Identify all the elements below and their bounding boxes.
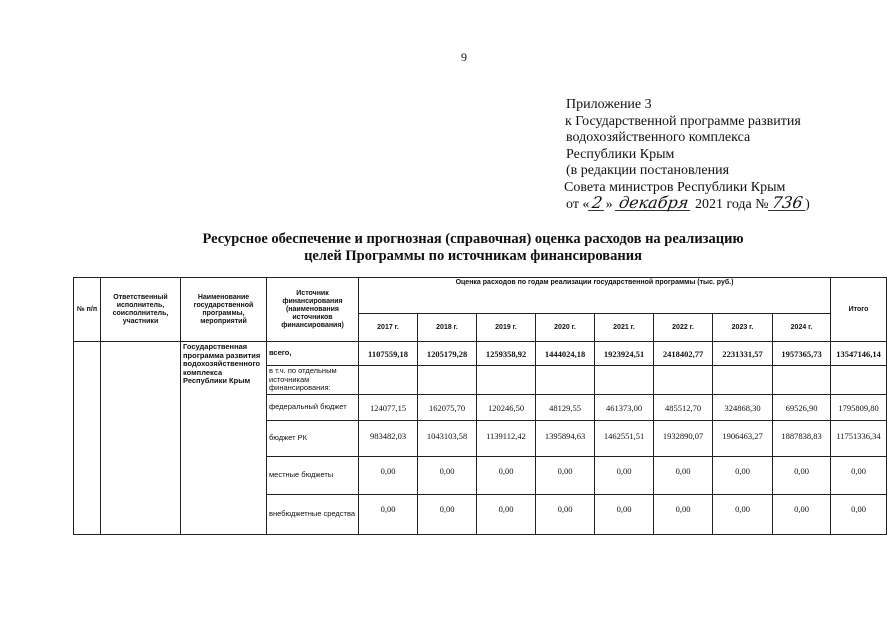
cell-value: 485512,70 — [654, 395, 713, 421]
appendix-line: (в редакции постановления — [566, 163, 730, 178]
title-line: целей Программы по источникам финансирования — [304, 248, 642, 264]
header-executor: Ответственный исполнитель, соисполнитель, участники — [101, 278, 181, 342]
cell-value: 48129,55 — [536, 395, 595, 421]
cell-value — [773, 366, 831, 395]
header-year: 2020 г. — [536, 314, 595, 342]
header-year: 2021 г. — [595, 314, 654, 342]
cell-value: 0,00 — [536, 457, 595, 495]
cell-value: 0,00 — [359, 457, 418, 495]
document-title — [0, 231, 893, 265]
cell-value: 162075,70 — [418, 395, 477, 421]
page-number: 9 — [461, 50, 467, 64]
cell-total: 0,00 — [831, 495, 887, 535]
cell-value: 1259358,92 — [477, 342, 536, 366]
cell-value: 1957365,73 — [773, 342, 831, 366]
header-year: 2023 г. — [713, 314, 773, 342]
cell-value: 1932890,07 — [654, 421, 713, 457]
cell-value — [654, 366, 713, 395]
cell-value: 0,00 — [654, 457, 713, 495]
handwritten-number: 736 — [768, 196, 807, 211]
cell-source: бюджет РК — [267, 421, 359, 457]
appendix-line: Республики Крым — [566, 146, 675, 162]
cell-value: 1906463,27 — [713, 421, 773, 457]
funding-table — [73, 277, 887, 535]
cell-value: 983482,03 — [359, 421, 418, 457]
cell-value: 1923924,51 — [595, 342, 654, 366]
cell-num — [74, 342, 101, 535]
cell-source: всего, — [267, 342, 359, 366]
title-line: Ресурсное обеспечение и прогнозная (справочная) оценка расходов на реализацию — [202, 231, 744, 247]
cell-value — [359, 366, 418, 395]
handwritten-day: 2 — [588, 196, 606, 211]
cell-value: 0,00 — [713, 457, 773, 495]
header-num: № п/п — [74, 278, 101, 342]
cell-total: 13547146,14 — [831, 342, 887, 366]
cell-value — [713, 366, 773, 395]
cell-total — [831, 366, 887, 395]
cell-value: 0,00 — [773, 495, 831, 535]
cell-value — [536, 366, 595, 395]
header-source: Источник финансирования (наименования источников финансирования) — [267, 278, 359, 342]
cell-value: 0,00 — [418, 495, 477, 535]
cell-value: 1462551,51 — [595, 421, 654, 457]
cell-total: 11751336,34 — [831, 421, 887, 457]
cell-source: местные бюджеты — [267, 457, 359, 495]
cell-value: 1205179,28 — [418, 342, 477, 366]
header-total: Итого — [831, 278, 887, 342]
cell-value: 0,00 — [359, 495, 418, 535]
cell-source: внебюджетные средства — [267, 495, 359, 535]
header-year: 2019 г. — [477, 314, 536, 342]
cell-value: 0,00 — [713, 495, 773, 535]
date-mid: » — [605, 197, 613, 212]
cell-value: 1444024,18 — [536, 342, 595, 366]
appendix-block — [566, 97, 810, 214]
cell-value: 324868,30 — [713, 395, 773, 421]
cell-value: 0,00 — [595, 495, 654, 535]
cell-value: 1043103,58 — [418, 421, 477, 457]
date-year: 2021 года № — [694, 197, 769, 212]
cell-total: 0,00 — [831, 457, 887, 495]
cell-source: федеральный бюджет — [267, 395, 359, 421]
cell-value: 0,00 — [595, 457, 654, 495]
cell-value: 1887838,83 — [773, 421, 831, 457]
appendix-line: водохозяйственного комплекса — [566, 130, 751, 145]
cell-value — [477, 366, 536, 395]
cell-total: 1795809,80 — [831, 395, 887, 421]
header-year: 2022 г. — [654, 314, 713, 342]
header-year: 2024 г. — [773, 314, 831, 342]
cell-executor — [101, 342, 181, 535]
cell-value: 2418402,77 — [654, 342, 713, 366]
appendix-line: Совета министров Республики Крым — [564, 179, 786, 195]
cell-program-name: Государственная программа развития водохозяйственного комплекса Республики Крым — [181, 342, 267, 535]
header-year: 2018 г. — [418, 314, 477, 342]
date-prefix: от « — [566, 197, 590, 212]
cell-value: 124077,15 — [359, 395, 418, 421]
cell-value: 1139112,42 — [477, 421, 536, 457]
cell-value: 0,00 — [477, 495, 536, 535]
cell-value: 0,00 — [654, 495, 713, 535]
appendix-line: Приложение 3 — [566, 97, 652, 112]
cell-value: 120246,50 — [477, 395, 536, 421]
cell-value: 461373,00 — [595, 395, 654, 421]
cell-value: 1395894,63 — [536, 421, 595, 457]
cell-value — [418, 366, 477, 395]
appendix-date-line — [566, 193, 810, 214]
cell-value: 0,00 — [418, 457, 477, 495]
date-close: ) — [805, 197, 810, 212]
header-year: 2017 г. — [359, 314, 418, 342]
appendix-line: к Государственной программе развития — [565, 113, 801, 129]
cell-source: в т.ч. по отдельным источникам финансирования: — [267, 366, 359, 395]
cell-value — [595, 366, 654, 395]
cell-value: 0,00 — [477, 457, 536, 495]
cell-value: 2231331,57 — [713, 342, 773, 366]
cell-value: 0,00 — [773, 457, 831, 495]
cell-value: 0,00 — [536, 495, 595, 535]
table-row — [74, 342, 887, 366]
header-estimate: Оценка расходов по годам реализации государственной программы (тыс. руб.) — [359, 278, 831, 314]
handwritten-month: декабря — [615, 196, 692, 211]
cell-value: 1107559,18 — [359, 342, 418, 366]
header-program: Наименование государственной программы, мероприятий — [181, 278, 267, 342]
cell-value: 69526,90 — [773, 395, 831, 421]
